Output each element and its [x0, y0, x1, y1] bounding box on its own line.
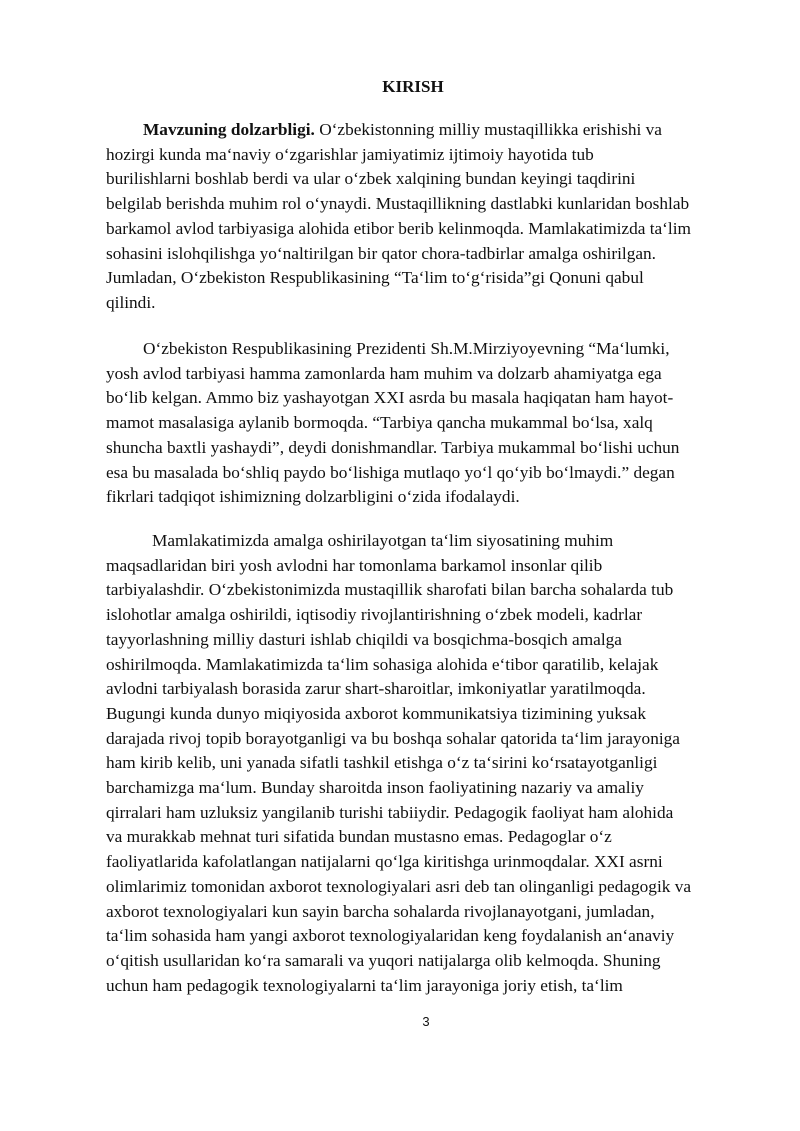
paragraph-line: faoliyatlarida kafolatlangan natijalarni qo‘lga kiritishga urinmoqdalar. XXI asrni: [106, 852, 663, 872]
paragraph-relevance: [106, 118, 746, 316]
paragraph-line: mamot masalasiga aylanib bormoqda. “Tarbiya qancha mukammal bo‘lsa, xalq: [106, 413, 653, 433]
page-number: 3: [422, 1014, 430, 1029]
paragraph-line: axborot texnologiyalari kun sayin barcha sohalarda rivojlanayotgani, jumladan,: [106, 901, 655, 921]
paragraph-line: bo‘lib kelgan. Ammo biz yashayotgan XXI asrda bu masala haqiqatan ham hayot-: [106, 388, 674, 408]
page-heading: KIRISH: [382, 77, 444, 96]
paragraph-line: ham kirib kelib, uni yanada sifatli tashkil etishga o‘z ta‘sirini ko‘rsatayotganligi: [106, 753, 658, 773]
paragraph-line: fikrlari tadqiqot ishimizning dolzarbligini o‘zida ifodalaydi.: [106, 487, 520, 507]
paragraph-line: tayyorlashning milliy dasturi ishlab chiqildi va bosqichma-bosqich amalga: [106, 629, 622, 649]
paragraph-line: o‘qitish usullaridan ko‘ra samarali va yuqori natijalarga olib kelmoqda. Shuning: [106, 950, 661, 970]
paragraph-line: oshirilmoqda. Mamlakatimizda ta‘lim sohasiga alohida e‘tibor qaratilib, kelajak: [106, 654, 659, 674]
paragraph-line: ta‘lim sohasida ham yangi axborot texnologiyalaridan keng foydalanish an‘anaviy: [106, 926, 675, 946]
paragraph-line: O‘zbekiston Respublikasining Prezidenti Sh.M.Mirziyoyevning “Ma‘lumki,: [143, 339, 670, 358]
paragraph-line: shuncha baxtli yashaydi”, deydi donishmandlar. Tarbiya mukammal bo‘lishi uchun: [106, 437, 680, 457]
paragraph-line: [106, 118, 746, 143]
paragraph-line: barchamizga ma‘lum. Bunday sharoitda inson faoliyatining nazariy va amaliy: [106, 778, 644, 798]
paragraph-line: islohotlar amalga oshirildi, iqtisodiy rivojlantirishning o‘zbek modeli, kadrlar: [106, 605, 643, 625]
paragraph-line: hozirgi kunda ma‘naviy o‘zgarishlar jamiyatimiz ijtimoiy hayotida tub: [106, 144, 594, 164]
paragraph-line: qilindi.: [106, 292, 156, 312]
paragraph-line: Bugungi kunda dunyo miqiyosida axborot kommunikatsiya tizimining yuksak: [106, 703, 646, 723]
paragraph-line: Mamlakatimizda amalga oshirilayotgan ta‘lim siyosatining muhim: [152, 531, 614, 550]
lead-in-heading: Mavzuning dolzarbligi.: [143, 120, 315, 139]
paragraph-line: avlodni tarbiyalash borasida zarur shart-sharoitlar, imkoniyatlar yaratilmoqda.: [106, 679, 646, 699]
paragraph-line: belgilab berishda muhim rol o‘ynaydi. Mustaqillikning dastlabki kunlaridan boshlab: [106, 194, 690, 214]
paragraph-president-quote: [106, 337, 746, 510]
paragraph-education-policy: [106, 529, 746, 998]
paragraph-line: yosh avlod tarbiyasi hamma zamonlarda ham muhim va dolzarb ahamiyatga ega: [106, 363, 662, 383]
paragraph-line: va murakkab mehnat turi sifatida bundan mustasno emas. Pedagoglar o‘z: [106, 827, 612, 847]
paragraph-line: sohasini islohqilishga yo‘naltirilgan bir qator chora-tadbirlar amalga oshirilgan.: [106, 243, 656, 263]
paragraph-line: burilishlarni boshlab berdi va ular o‘zbek xalqining bundan keyingi taqdirini: [106, 169, 636, 189]
paragraph-line: darajada rivoj topib borayotganligi va bu boshqa sohalar qatorida ta‘lim jarayoniga: [106, 728, 680, 748]
paragraph-line: olimlarimiz tomonidan axborot texnologiyalari asri deb tan olinganligi pedagogik va: [106, 876, 692, 896]
paragraph-line: qirralari ham uzluksiz yangilanib turishi tabiiydir. Pedagogik faoliyat ham alohida: [106, 802, 674, 822]
paragraph-line: esa bu masalada bo‘shliq paydo bo‘lishiga mutlaqo yo‘l qo‘yib bo‘lmaydi.” degan: [106, 462, 675, 482]
paragraph-line: uchun ham pedagogik texnologiyalarni ta‘lim jarayoniga joriy etish, ta‘lim: [106, 975, 623, 995]
paragraph-line: maqsadlaridan biri yosh avlodni har tomonlama barkamol insonlar qilib: [106, 555, 603, 575]
paragraph-line: tarbiyalashdir. O‘zbekistonimizda mustaqillik sharofati bilan barcha sohalarda tub: [106, 580, 674, 600]
paragraph-line: Jumladan, O‘zbekiston Respublikasining “Ta‘lim to‘g‘risida”gi Qonuni qabul: [106, 268, 644, 288]
paragraph-line: barkamol avlod tarbiyasiga alohida etibor berib kelinmoqda. Mamlakatimizda ta‘lim: [106, 218, 691, 238]
paragraph-text: O‘zbekistonning milliy mustaqillikka erishishi va: [314, 120, 662, 139]
